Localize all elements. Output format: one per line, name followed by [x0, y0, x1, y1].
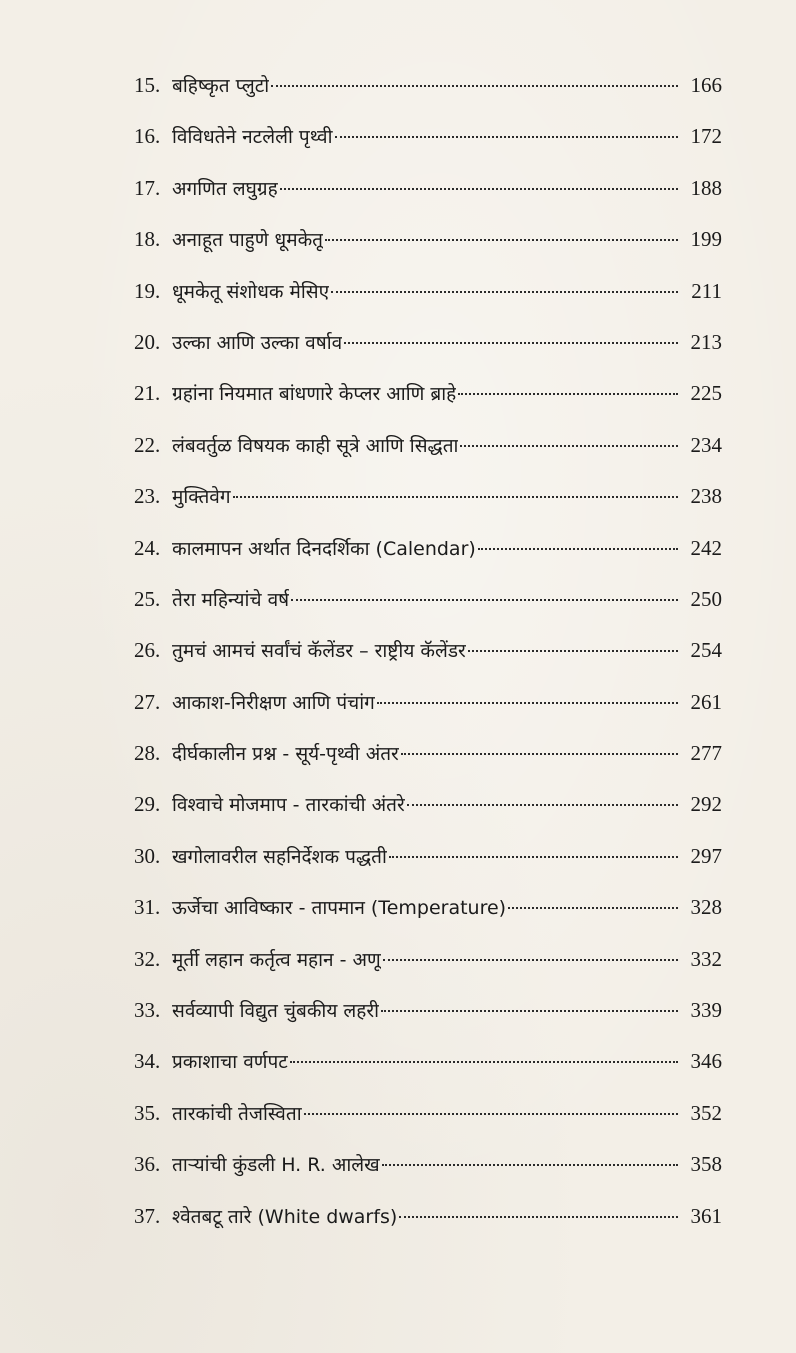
dot-leader	[344, 342, 678, 344]
dot-leader	[508, 907, 678, 909]
page-number: 225	[690, 381, 722, 406]
dot-leader	[381, 1010, 678, 1012]
chapter-number: 23.	[134, 484, 161, 509]
page-number: 238	[690, 484, 722, 509]
chapter-title: विविधतेने नटलेली पृथ्वी	[172, 126, 333, 149]
dot-leader	[458, 393, 678, 395]
toc-entry	[134, 985, 722, 1036]
toc-entry	[134, 471, 722, 522]
toc-entry	[134, 625, 722, 676]
page-number: 188	[690, 175, 722, 200]
chapter-number: 34.	[134, 1049, 161, 1074]
dot-leader	[478, 548, 678, 550]
page-number: 250	[690, 586, 722, 611]
dot-leader	[304, 1113, 678, 1115]
dot-leader	[377, 702, 678, 704]
chapter-title: ऊर्जेचा आविष्कार - तापमान (Temperature)	[172, 897, 507, 920]
chapter-title: ताऱ्यांची कुंडली H. R. आलेख	[172, 1154, 380, 1177]
dot-leader	[389, 856, 678, 858]
toc-entry	[134, 368, 722, 419]
toc-entry	[134, 779, 722, 830]
page-number: 352	[690, 1100, 722, 1125]
chapter-number: 28.	[134, 741, 161, 766]
table-of-contents	[134, 60, 722, 1242]
chapter-number: 36.	[134, 1152, 161, 1177]
chapter-number: 33.	[134, 998, 161, 1023]
chapter-number: 31.	[134, 895, 161, 920]
toc-entry	[134, 1191, 722, 1242]
toc-entry	[134, 677, 722, 728]
chapter-title: खगोलावरील सहनिर्देशक पद्धती	[172, 845, 387, 868]
chapter-title: अगणित लघुग्रह	[172, 177, 278, 200]
page-number: 361	[690, 1203, 722, 1228]
chapter-title: बहिष्कृत प्लुटो	[172, 75, 270, 97]
toc-entry	[134, 934, 722, 985]
chapter-number: 26.	[134, 638, 161, 663]
toc-entry	[134, 163, 722, 214]
toc-entry	[134, 317, 722, 368]
chapter-number: 37.	[134, 1203, 161, 1228]
chapter-number: 24.	[134, 535, 161, 560]
toc-entry	[134, 111, 722, 162]
dot-leader	[468, 650, 678, 652]
dot-leader	[271, 85, 678, 87]
chapter-title: ग्रहांना नियमात बांधणारे केप्लर आणि ब्राहे	[172, 383, 457, 406]
chapter-title: उल्का आणि उल्का वर्षाव	[172, 331, 343, 354]
toc-entry	[134, 266, 722, 317]
page-number: 346	[690, 1049, 722, 1074]
dot-leader	[290, 1061, 678, 1063]
chapter-title: मूर्ती लहान कर्तृत्व महान - अणू	[172, 948, 381, 971]
page-number: 277	[690, 741, 722, 766]
page-number: 199	[690, 227, 722, 252]
dot-leader	[331, 291, 678, 293]
page-number: 358	[690, 1152, 722, 1177]
toc-entry	[134, 214, 722, 265]
page-number: 172	[690, 124, 722, 149]
dot-leader	[325, 239, 678, 241]
chapter-number: 22.	[134, 432, 161, 457]
chapter-number: 20.	[134, 329, 161, 354]
toc-entry	[134, 1139, 722, 1190]
chapter-number: 29.	[134, 792, 161, 817]
chapter-title: तारकांची तेजस्विता	[172, 1102, 302, 1125]
chapter-number: 21.	[134, 381, 161, 406]
dot-leader	[399, 1216, 678, 1218]
page-number: 328	[690, 895, 722, 920]
toc-entry	[134, 1036, 722, 1087]
dot-leader	[401, 753, 678, 755]
page-number: 234	[690, 432, 722, 457]
toc-entry	[134, 574, 722, 625]
chapter-title: सर्वव्यापी विद्युत चुंबकीय लहरी	[172, 1000, 380, 1023]
chapter-title: लंबवर्तुळ विषयक काही सूत्रे आणि सिद्धता	[172, 434, 459, 457]
page-number: 254	[690, 638, 722, 663]
page-number: 292	[690, 792, 722, 817]
chapter-title: श्वेतबटू तारे (White dwarfs)	[172, 1205, 398, 1228]
chapter-number: 16.	[134, 124, 161, 149]
toc-entry	[134, 420, 722, 471]
chapter-number: 30.	[134, 843, 161, 868]
dot-leader	[280, 188, 678, 190]
dot-leader	[383, 959, 678, 961]
chapter-title: अनाहूत पाहुणे धूमकेतू	[172, 229, 323, 252]
chapter-title: धूमकेतू संशोधक मेसिए	[172, 280, 330, 303]
chapter-title: विश्वाचे मोजमाप - तारकांची अंतरे	[172, 794, 405, 817]
chapter-title: प्रकाशाचा वर्णपट	[172, 1051, 288, 1074]
chapter-title: मुक्तिवेग	[172, 486, 231, 509]
toc-entry	[134, 1088, 722, 1139]
chapter-title: आकाश-निरीक्षण आणि पंचांग	[172, 691, 375, 714]
chapter-number: 17.	[134, 175, 161, 200]
toc-entry	[134, 882, 722, 933]
chapter-number: 27.	[134, 689, 161, 714]
chapter-number: 18.	[134, 227, 161, 252]
page-number: 332	[690, 946, 722, 971]
dot-leader	[233, 496, 678, 498]
chapter-number: 19.	[134, 278, 161, 303]
chapter-title: कालमापन अर्थात दिनदर्शिका (Calendar)	[172, 537, 476, 560]
chapter-number: 35.	[134, 1100, 161, 1125]
chapter-title: तेरा महिन्यांचे वर्ष	[172, 588, 290, 611]
dot-leader	[291, 599, 678, 601]
page-number: 211	[691, 278, 722, 303]
dot-leader	[335, 136, 678, 138]
dot-leader	[460, 445, 678, 447]
page-number: 213	[690, 329, 722, 354]
page-number: 166	[690, 73, 722, 97]
page-number: 242	[690, 535, 722, 560]
toc-entry	[134, 728, 722, 779]
toc-entry	[134, 831, 722, 882]
chapter-title: तुमचं आमचं सर्वांचं कॅलेंडर – राष्ट्रीय कॅलेंडर	[172, 640, 466, 663]
page-number: 339	[690, 998, 722, 1023]
chapter-number: 15.	[134, 73, 161, 97]
toc-entry	[134, 523, 722, 574]
page-number: 297	[690, 843, 722, 868]
chapter-title: दीर्घकालीन प्रश्न - सूर्य-पृथ्वी अंतर	[172, 743, 399, 766]
toc-entry	[134, 60, 722, 111]
dot-leader	[382, 1164, 678, 1166]
dot-leader	[407, 804, 678, 806]
chapter-number: 25.	[134, 586, 161, 611]
chapter-number: 32.	[134, 946, 161, 971]
page-number: 261	[690, 689, 722, 714]
